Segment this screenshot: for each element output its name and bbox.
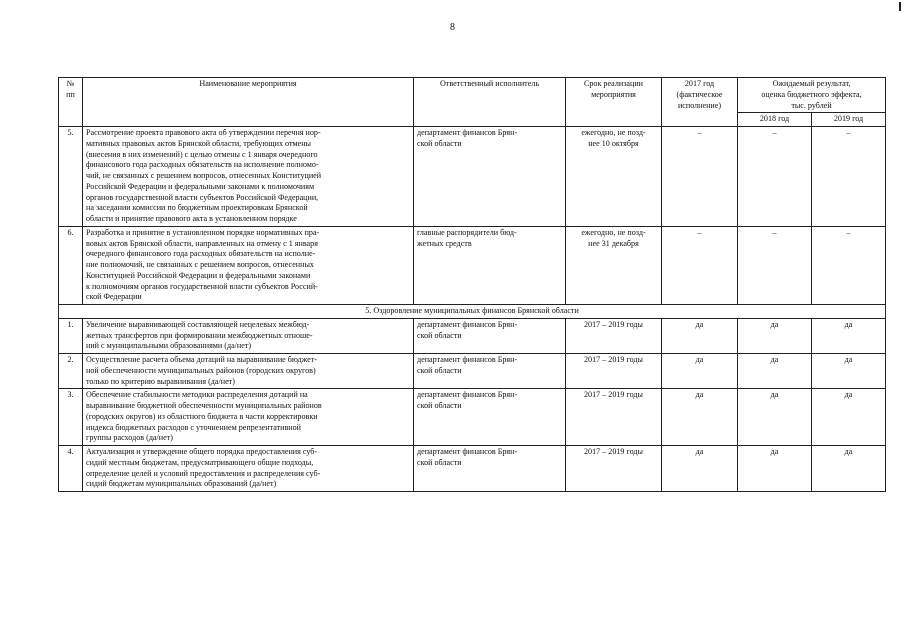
row-2019: да [812,354,886,389]
row-2018: да [738,446,812,492]
table-row [59,226,886,304]
row-executor: департамент финансов Брян- ской области [414,389,566,446]
row-deadline: ежегодно, не позд- нее 31 декабря [566,226,662,304]
row-2019: – [812,127,886,227]
table-row [59,354,886,389]
row-num: 6. [59,226,83,304]
header-executor: Ответственный исполнитель [414,78,566,127]
row-deadline: 2017 – 2019 годы [566,318,662,353]
row-2017: да [662,318,738,353]
row-2019: – [812,226,886,304]
page-number: 8 [450,22,455,33]
row-2017: – [662,226,738,304]
row-num: 2. [59,354,83,389]
row-2018: да [738,389,812,446]
row-num: 3. [59,389,83,446]
row-name: Обеспечение стабильности методики распределения дотаций на выравнивание бюджетной обеспеченности муниципальных районов (городских округов) из областного бюджета в части корректировки индекса бюджетных расходов с уточнением репрезентативной группы расходов (да/нет) [83,389,414,446]
row-2017: да [662,354,738,389]
row-num: 4. [59,446,83,492]
header-2018: 2018 год [738,113,812,127]
row-name: Разработка и принятие в установленном порядке нормативных пра- вовых актов Брянской области, направленных на отмену с 1 января очередного финансового года расходных обязательств на исполне- ние полномочий, не связанных с решением вопросов, отнесенных Конституцией Российской Федерации и федеральными законами к полномочиям органов государственной власти субъектов Россий- ской Федерации [83,226,414,304]
row-deadline: 2017 – 2019 годы [566,389,662,446]
table-row [59,127,886,227]
row-deadline: 2017 – 2019 годы [566,446,662,492]
row-executor: департамент финансов Брян- ской области [414,127,566,227]
row-executor: департамент финансов Брян- ской области [414,446,566,492]
row-num: 5. [59,127,83,227]
row-executor: департамент финансов Брян- ской области [414,354,566,389]
table-row [59,389,886,446]
row-2019: да [812,318,886,353]
header-name: Наименование мероприятия [83,78,414,127]
header-2017: 2017 год (фактическое исполнение) [662,78,738,127]
section-row [59,305,886,319]
row-executor: департамент финансов Брян- ской области [414,318,566,353]
row-2017: – [662,127,738,227]
row-2018: да [738,354,812,389]
row-name: Увеличение выравнивающей составляющей нецелевых межбюд- жетных трансфертов при формировании межбюджетных отноше- ний с муниципальными образованиями (да/нет) [83,318,414,353]
table-row [59,446,886,492]
row-name: Актуализация и утверждение общего порядка предоставления суб- сидий местным бюджетам, предусматривающего общие подходы, определение целей и условий предоставления и распределения суб- сидий бюджетам муниципальных образований (да/нет) [83,446,414,492]
header-num: № пп [59,78,83,127]
header-expected: Ожидаемый результат, оценка бюджетного эффекта, тыс. рублей [738,78,886,113]
row-name: Рассмотрение проекта правового акта об утверждении перечня нор- мативных правовых актов Брянской области, требующих отмены (внесения в них изменений) с целью отмены с 1 января очередного финансового года расходных обязательств на исполнение полномо- чий, не связанных с решением вопросов, отнесенных Конституцией Российской Федерации и федеральными законами к полномочиям органов государственной власти субъектов Российской Федерации, на заседании комиссии по бюджетным проектировкам Брянской области и принятие правового акта в установленном порядке [83,127,414,227]
section-title: 5. Оздоровление муниципальных финансов Брянской области [59,305,886,319]
header-deadline: Срок реализации мероприятия [566,78,662,127]
row-num: 1. [59,318,83,353]
row-2018: – [738,226,812,304]
row-2019: да [812,389,886,446]
scan-edge-mark [899,2,901,11]
row-2018: – [738,127,812,227]
header-2019: 2019 год [812,113,886,127]
row-executor: главные распорядители бюд- жетных средств [414,226,566,304]
row-2017: да [662,389,738,446]
measures-table [58,77,886,492]
header-row [59,78,886,113]
row-name: Осуществление расчета объема дотаций на выравнивание бюджет- ной обеспеченности муниципальных районов (городских округов) только по критерию выравнивания (да/нет) [83,354,414,389]
table-row [59,318,886,353]
row-2018: да [738,318,812,353]
row-deadline: 2017 – 2019 годы [566,354,662,389]
row-2019: да [812,446,886,492]
row-deadline: ежегодно, не позд- нее 10 октября [566,127,662,227]
row-2017: да [662,446,738,492]
